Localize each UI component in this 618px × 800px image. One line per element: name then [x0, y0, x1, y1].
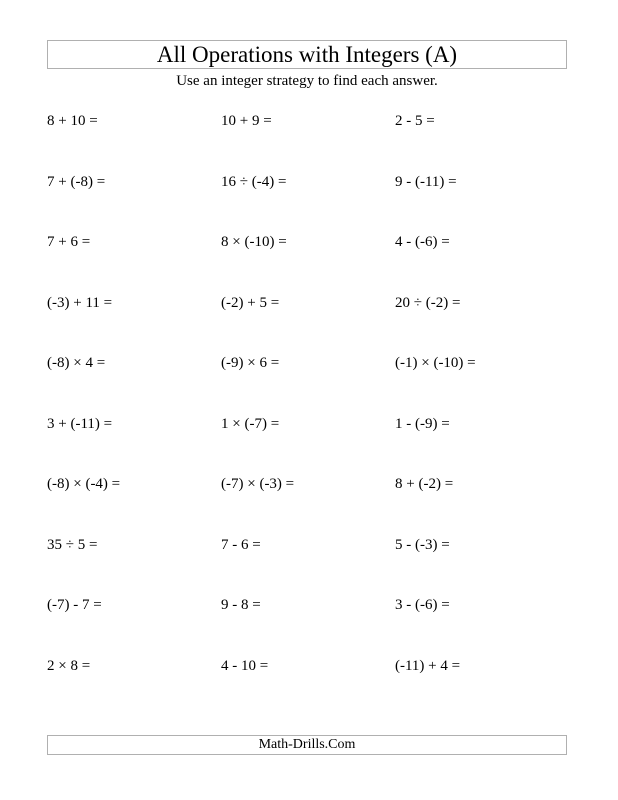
problem-row-3	[47, 233, 567, 294]
problem: 8 + (-2) =	[395, 476, 454, 492]
problem: 3 - (-6) =	[395, 597, 450, 613]
problem: 8 × (-10) =	[221, 234, 287, 250]
problem: 2 × 8 =	[47, 657, 91, 674]
problem-grid	[47, 112, 567, 717]
problem: 7 + 6 =	[47, 234, 91, 250]
problem: 35 ÷ 5 =	[47, 536, 98, 553]
problem-row-4	[47, 294, 567, 355]
footer-box	[47, 735, 567, 755]
problem: 4 - 10 =	[221, 657, 269, 674]
worksheet-instructions: Use an integer strategy to find each answer.	[176, 73, 438, 89]
problem: (-3) + 11 =	[47, 294, 113, 311]
problem: (-8) × (-4) =	[47, 476, 121, 492]
problem: 1 - (-9) =	[395, 415, 450, 432]
problem-row-9	[47, 596, 567, 657]
problem-row-1	[47, 112, 567, 173]
problem: 1 × (-7) =	[221, 415, 280, 432]
problem: 20 ÷ (-2) =	[395, 294, 461, 311]
problem: 8 + 10 =	[47, 113, 98, 129]
problem: 10 + 9 =	[221, 113, 272, 129]
problem: (-8) × 4 =	[47, 355, 106, 371]
problem: 3 + (-11) =	[47, 415, 113, 432]
problem-row-6	[47, 415, 567, 476]
problem: (-9) × 6 =	[221, 355, 280, 371]
problem: 2 - 5 =	[395, 113, 435, 129]
footer-site-name: Math-Drills.Com	[258, 737, 356, 752]
problem-row-7	[47, 475, 567, 536]
problem: (-7) × (-3) =	[221, 476, 295, 492]
problem-row-8	[47, 536, 567, 597]
problem: 7 + (-8) =	[47, 173, 106, 190]
problem: 16 ÷ (-4) =	[221, 173, 287, 190]
problem: 9 - (-11) =	[395, 173, 457, 190]
problem: 4 - (-6) =	[395, 234, 450, 250]
problem: (-2) + 5 =	[221, 294, 280, 311]
problem: (-1) × (-10) =	[395, 355, 476, 371]
worksheet-title: All Operations with Integers (A)	[156, 42, 458, 67]
problem: 5 - (-3) =	[395, 536, 450, 553]
problem: 9 - 8 =	[221, 597, 261, 613]
problem-row-2	[47, 173, 567, 234]
problem-row-5	[47, 354, 567, 415]
title-box	[47, 40, 567, 69]
problem: 7 - 6 =	[221, 536, 261, 553]
problem: (-11) + 4 =	[395, 657, 461, 674]
problem: (-7) - 7 =	[47, 597, 102, 613]
problem-row-10	[47, 657, 567, 718]
